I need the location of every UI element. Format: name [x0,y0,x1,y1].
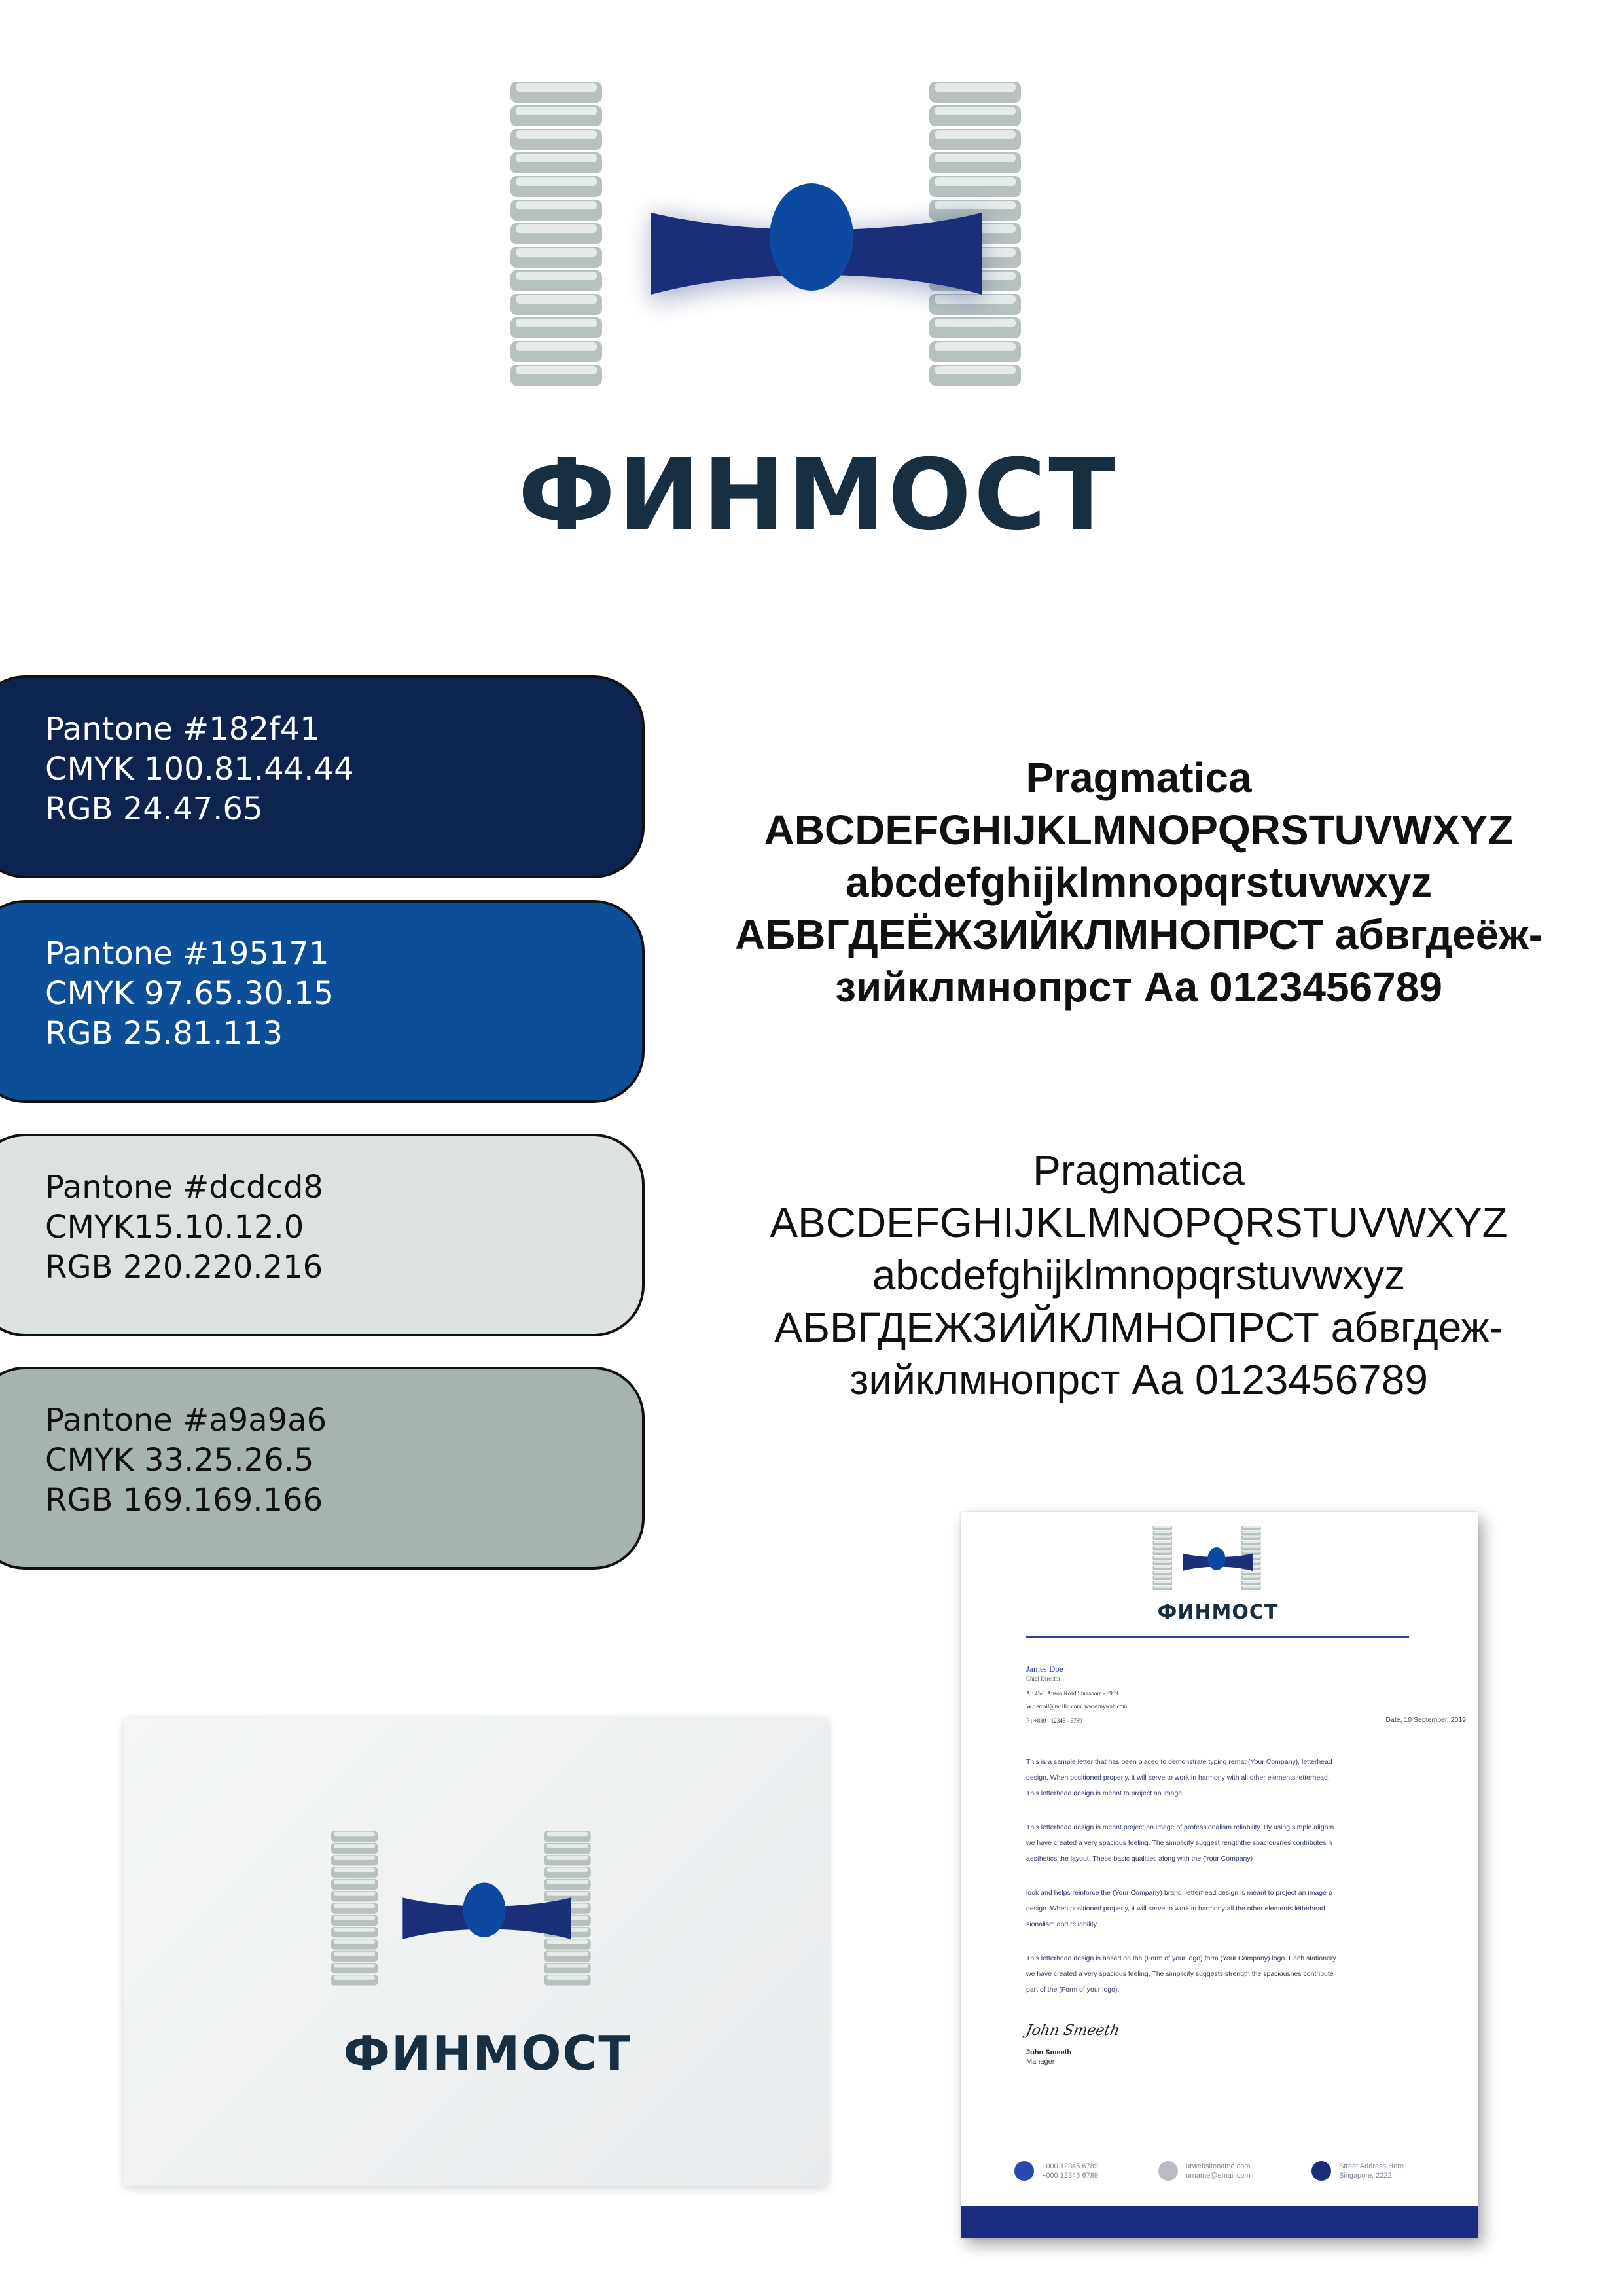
signer-title: Manager [1026,2058,1055,2066]
cyrillic-line-1: АБВГДЕЖЗИЙКЛМНОПРСТ абвгдеж- [774,1304,1503,1351]
typeface-name: Pragmatica [1026,754,1252,801]
header-divider [1026,1636,1409,1638]
sender-title: Chief Director [1026,1676,1061,1682]
logo-mark-icon [510,72,1126,458]
lowercase-latin: abcdefghijklmnopqrstuvwxyz [872,1251,1406,1299]
cyrillic-line-2: зийклмнопрст Аа 0123456789 [835,963,1442,1011]
lowercase-latin: abcdefghijklmnopqrstuvwxyz [845,859,1433,906]
typeface-specimen-regular [668,1144,1610,1406]
swatch-pantone: Pantone #182f41 [45,711,320,747]
color-swatch-blue [0,900,645,1103]
swatch-cmyk: CMYK 100.81.44.44 [45,751,354,787]
letterhead-logo [1136,1524,1300,1622]
phone-icon [1014,2161,1034,2181]
color-swatch-light-gray [0,1134,645,1336]
uppercase-latin: ABCDEFGHIJKLMNOPQRSTUVWXYZ [764,806,1514,853]
sender-name: James Doe [1026,1664,1063,1674]
letterhead-wordmark: ФИНМОСТ [1157,1601,1279,1624]
business-card-mockup [124,1718,828,2186]
letter-paragraph: This letterhead design is meant project an image of professionalism reliability. By using simple alignm we have created a very spacious feeling. The simplicity suggest rengththe spaciousnes contributes h aesthetics the layout. These basic qualities along with the (Your Company) [1026,1823,1334,1863]
swatch-rgb: RGB 25.81.113 [45,1015,283,1052]
uppercase-latin: ABCDEFGHIJKLMNOPQRSTUVWXYZ [770,1199,1508,1246]
logo-mark-icon [1136,1524,1300,1605]
sender-phone: P : +880 - 12345 - 6789 [1026,1717,1082,1724]
location-pin-icon [1311,2161,1331,2181]
color-swatch-navy [0,675,645,878]
swatch-cmyk: CMYK15.10.12.0 [45,1209,304,1246]
swatch-pantone: Pantone #195171 [45,935,329,972]
typeface-specimen-bold [668,751,1610,1013]
swatch-pantone: Pantone #dcdcd8 [45,1169,323,1206]
card-logo [324,1826,651,2081]
cyrillic-line-1: АБВГДЕЁЖЗИЙКЛМНОПРСТ абвгдеёж- [735,911,1543,958]
card-wordmark: ФИНМОСТ [343,2026,632,2081]
letterhead-mockup: ФИНМОСТ James Doe Chief Director A : 45-1,Anson Road Singapore - 8989 W : email@mailid.com, www.mywab.com P : +880 - 12345 - 6789 Date, 10 September, 2019 This is a sample letter that has been placed to demonstrate typing remat (Your Company). letterhead design. When positioned properly, it will serve to work in harmony with all other elements letterhead. This letterhead design is meant to project an image This letterhead design is meant project an image of professionalism reliability. By using simple alignm we have created a very spacious feeling. The simplicity suggest rengththe spaciousnes contributes h aesthetics the layout. These basic qualities along with the (Your Company) look and helps reinforce the (Your Company) brand. letterhead design is meant to project an image p design. When positioned properly, it will serve to work in harmony all the other elements letterhead. sionalism and reliability. This letterhead design is based on the (Form of your logo) form (Your Company) logo. Each stationery we have created a very spacious feeling. The simplicity suggests strength the spaciousnes contribute part of the (Form of your logo). John Smeeth John Smeeth Manager +000 12345 6789 +000 12345 6789 urwebsitename.com urname@email.com Street Address Here Singapore, 2222 [961,1512,1478,2238]
sender-address: A : 45-1,Anson Road Singapore - 8989 [1026,1690,1118,1696]
signer-name: John Smeeth [1026,2049,1072,2056]
logo-mark-icon [324,1826,651,2022]
swatch-pantone: Pantone #a9a9a6 [45,1402,327,1439]
sender-web: W : email@mailid.com, www.mywab.com [1026,1703,1128,1710]
footer-bar [961,2206,1478,2238]
brand-wordmark: ФИНМОСТ [518,439,1118,552]
main-logo [510,72,1126,552]
color-swatch-gray [0,1367,645,1570]
letter-paragraph: This letterhead design is based on the (Form of your logo) form (Your Company) logo. Each stationery we have created a very spacious feeling. The simplicity suggests strength the spaciousnes contribute part of the (Form of your logo). [1026,1954,1336,1994]
letter-paragraph: look and helps reinforce the (Your Company) brand. letterhead design is meant to project an image p design. When positioned properly, it will serve to work in harmony all the other elements letterhead. sionalism and reliability. [1026,1889,1332,1928]
typeface-name: Pragmatica [1033,1147,1245,1194]
cyrillic-line-2: зийклмнопрст Аа 0123456789 [849,1356,1428,1403]
globe-icon [1158,2161,1178,2181]
swatch-rgb: RGB 169.169.166 [45,1482,323,1518]
swatch-rgb: RGB 220.220.216 [45,1249,323,1285]
swatch-cmyk: CMYK 33.25.26.5 [45,1442,314,1479]
signature: John Smeeth [1024,2022,1122,2039]
swatch-rgb: RGB 24.47.65 [45,791,263,827]
letter-paragraph: This is a sample letter that has been placed to demonstrate typing remat (Your Company). letterhead design. When positioned properly, it will serve to work in harmony with all other elements letterhead. This letterhead design is meant to project an image [1026,1758,1332,1797]
swatch-cmyk: CMYK 97.65.30.15 [45,975,334,1012]
letter-date: Date, 10 September, 2019 [1385,1716,1466,1724]
